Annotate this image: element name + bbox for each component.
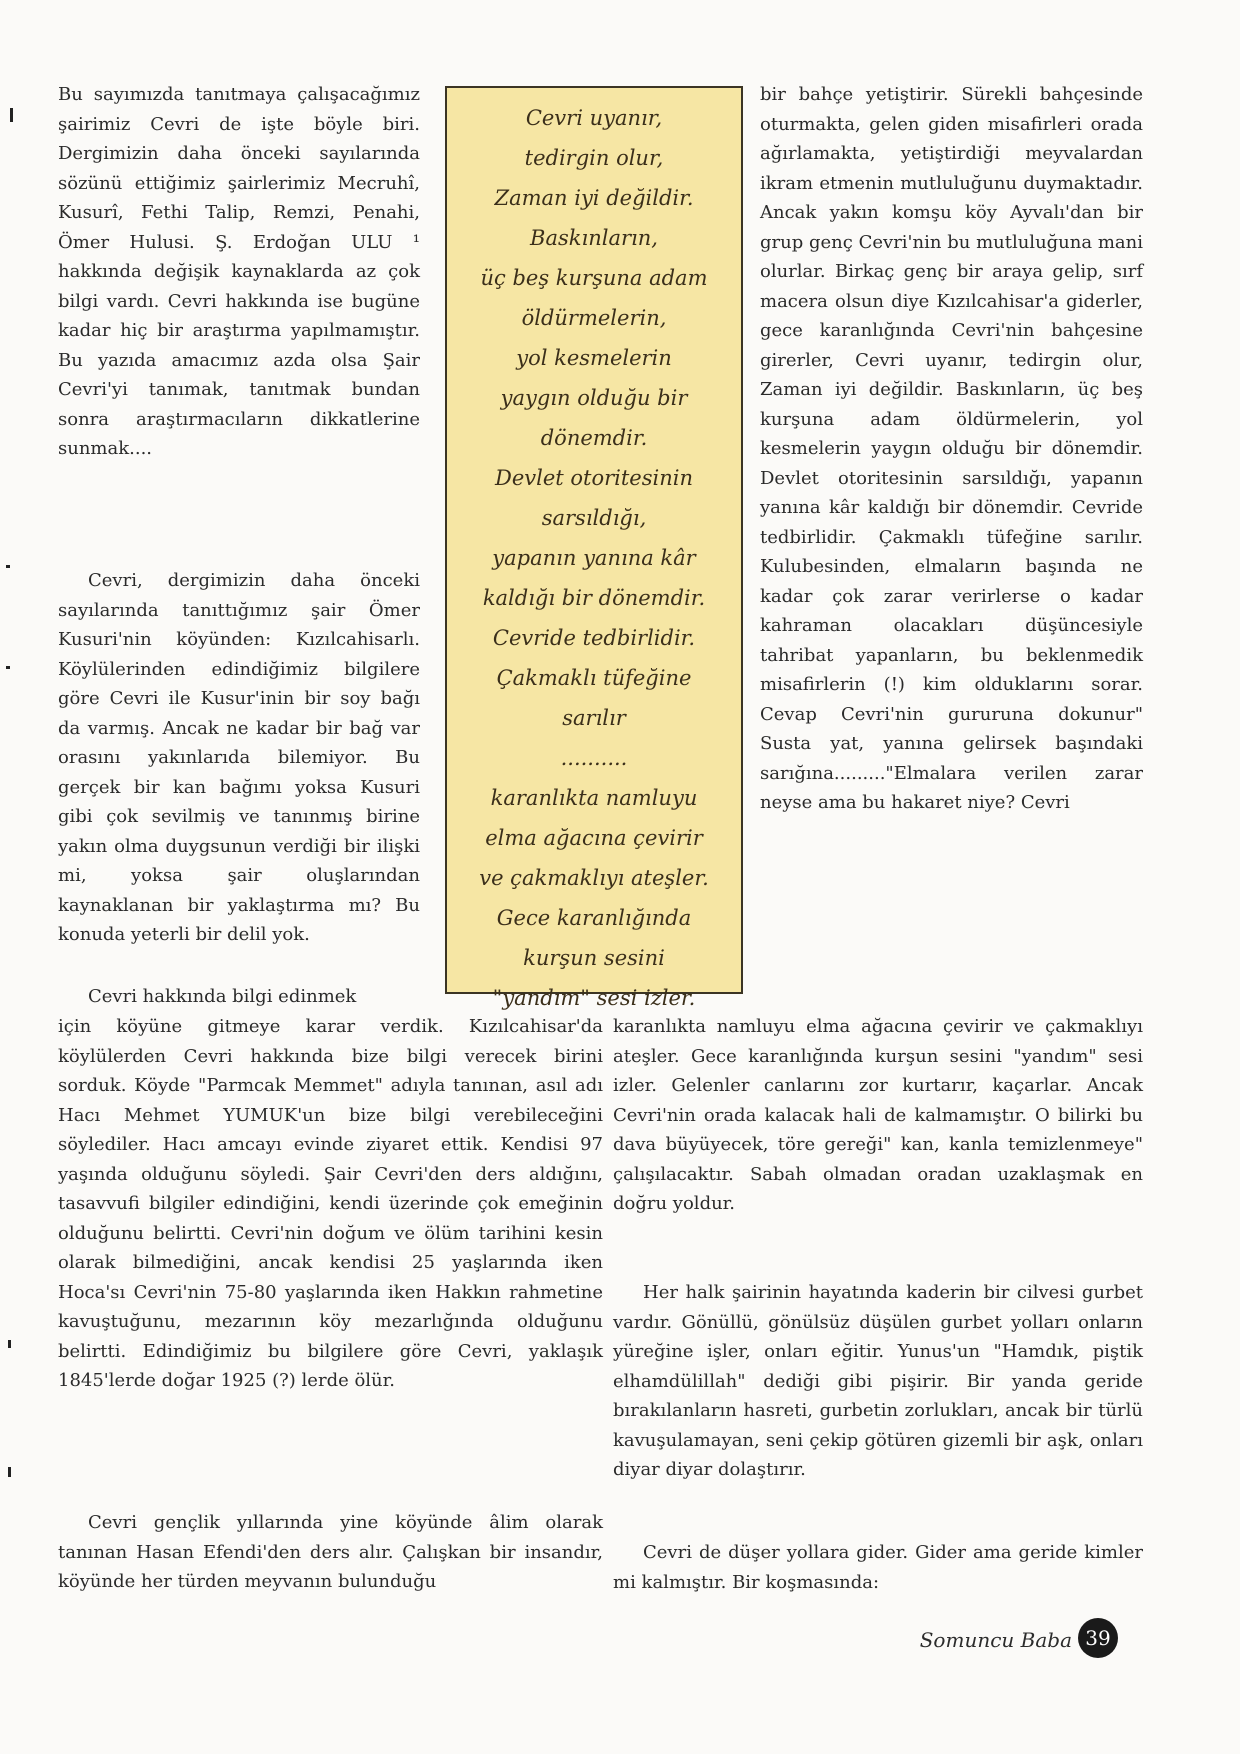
poem-line: kurşun sesini [523,946,665,970]
paragraph-research-start [58,982,420,1012]
paragraph-youth [58,1508,603,1597]
paragraph-gunshot [613,1012,1143,1219]
research-start-text: Cevri hakkında bilgi edinmek [88,986,357,1007]
poem-line: Gece karanlığında [496,906,692,930]
poem-line: üç beş kurşuna adam [480,266,708,290]
poem-line: tedirgin olur, [524,146,664,170]
poem-line: "yandım" sesi izler. [492,986,696,1010]
poem-line: Zaman iyi değildir. [494,186,694,210]
paragraph-origin [58,566,420,950]
poem-line: Devlet otoritesinin [495,466,693,490]
poem-line: Çakmaklı tüfeğine [496,666,692,690]
poem-line: yol kesmelerin [516,346,672,370]
intro-text: Bu sayımızda tanıtmaya çalışacağımız şairimiz Cevri de işte böyle biri. Dergimizin daha önceki sayılarında sözünü ettiğimiz şairlerimiz Mecruhî, Kusurî, Fethi Talip, Remzi, Penahi, Ömer Hulusi. Ş. Erdoğan ULU ¹ hakkında değişik kaynaklarda az çok bilgi vardı. Cevri hakkında ise bugüne kadar hiç bir araştırma yapılmamıştır. Bu yazıda amacımız azda olsa Şair Cevri'yi tanımak, tanıtmak bundan sonra araştırmacıların dikkatlerine sunmak.... [58,84,420,459]
paragraph-garden-story [760,80,1143,818]
poem-line: Cevride tedbirlidir. [492,626,696,650]
poem-line: öldürmelerin, [521,306,667,330]
magazine-brand: Somuncu Baba [919,1628,1072,1652]
poem-line: kaldığı bir dönemdir. [482,586,706,610]
poem-line: dönemdir. [540,426,648,450]
poem-callout-box [445,86,743,1010]
poem-line: yapanın yanına kâr [492,546,696,570]
gunshot-text: karanlıkta namluyu elma ağacına çevirir ve çakmaklıyı ateşler. Gece karanlığında kurşun sesini "yandım" sesi izler. Gelenler canlarını zor kurtarır, kaçarlar. Ancak Cevri'nin orada kalacak hali de kalmamıştır. O bilirki bu dava büyüyecek, töre gereği" kan, kanla temizlenmeye" çalışılacaktır. Sabah olmadan oradan uzaklaşmak en doğru yoldur. [613,1016,1143,1214]
village-visit-text: için köyüne gitmeye karar verdik. Kızılcahisar'da köylülerden Cevri hakkında bize bilgi verecek birini sorduk. Köyde "Parmcak Memmet" adıyla tanınan, asıl adı Hacı Mehmet YUMUK'un bize bilgi verebileceğini söylediler. Hacı amcayı evinde ziyaret ettik. Kendisi 97 yaşında olduğunu söyledi. Şair Cevri'den ders aldığını, tasavvufi bilgiler edindiğini, kendi üzerinde çok emeğinin olduğunu belirtti. Cevri'nin doğum ve ölüm tarihini kesin olarak bilmediğini, ancak kendisi 25 yaşlarında iken Hoca'sı Cevri'nin 75-80 yaşlarında iken Hakkın rahmetine kavuştuğunu, mezarının köy mezarlığında olduğunu belirtti. Edindiğimiz bu bilgilere göre Cevri, yaklaşık 1845'lerde doğar 1925 (?) lerde ölür. [58,1016,603,1391]
koşma-intro-text: Cevri de düşer yollara gider. Gider ama geride kimler mi kalmıştır. Bir koşmasında: [613,1542,1143,1593]
paragraph-intro [58,80,420,464]
poem-line: .......... [560,746,628,770]
margin-mark [6,565,10,568]
poem-line: Cevri uyanır, [525,106,663,130]
paragraph-village-visit [58,1012,603,1396]
poem-line: yaygın olduğu bir [500,386,688,410]
youth-text: Cevri gençlik yıllarında yine köyünde âlim olarak tanınan Hasan Efendi'den ders alır. Çalışkan bir insandır, köyünde her türden meyvanın bulunduğu [58,1512,603,1592]
margin-mark [8,1340,11,1348]
poem-line: sarılır [562,706,626,730]
origin-text: Cevri, dergimizin daha önceki sayılarında tanıttığımız şair Ömer Kusuri'nin köyünden: Kızılcahisarlı. Köylülerinden edindiğimiz bilgilere göre Cevri ile Kusur'inin bir soy bağı da varmış. Ancak ne kadar bir bağ var orasını yakınlarıda bilemiyor. Bu gerçek bir kan bağımı yoksa Kusuri gibi çok sevilmiş ve tanınmış birine yakın olma duygsunun verdiği bir ilişki mi, yoksa şair oluşlarından kaynaklanan bir yaklaştırma mı? Bu konuda yeterli bir delil yok. [58,570,420,945]
margin-mark [8,1467,11,1477]
paragraph-koşma-intro [613,1538,1143,1597]
poem-line: karanlıkta namluyu [490,786,698,810]
poem-line: ve çakmaklıyı ateşler. [479,866,709,890]
page-number-badge: 39 [1078,1618,1118,1658]
garden-story-text: bir bahçe yetiştirir. Sürekli bahçesinde oturmakta, gelen giden misafirleri orada ağırlamakta, yetiştirdiği meyvalardan ikram etmenin mutluluğunu duymaktadır. Ancak yakın komşu köy Ayvalı'dan bir grup genç Cevri'nin bu mutluluğuna mani olurlar. Birkaç genç bir araya gelip, sırf macera olsun diye Kızılcahisar'a giderler, gece karanlığında Cevri'nin bahçesine girerler, Cevri uyanır, tedirgin olur, Zaman iyi değildir. Baskınların, üç beş kurşuna adam öldürmelerin, yol kesmelerin yaygın olduğu bir dönemdir. Devlet otoritesinin sarsıldığı, yapanın yanına kâr kaldığı bir dönemdir. Cevride tedbirlidir. Çakmaklı tüfeğine sarılır. Kulubesinden, elmaların başında ne kadar çok zarar verirlerse o kadar kahraman olacakları düşüncesiyle tahribat yapanların, bu beklenmedik misafirlerin (!) kim olduklarını sorar. Cevap Cevri'nin gururuna dokunur" Susta yat, yanına gelirsek başındaki sarığına........."Elmalara verilen zarar neyse ama bu hakaret niye? Cevri [760,84,1143,813]
margin-mark [6,666,10,669]
exile-text: Her halk şairinin hayatında kaderin bir cilvesi gurbet vardır. Gönüllü, gönülsüz düşülen gurbet yolları onların yüreğine işler, onları eğitir. Yunus'un "Hamdık, piştik elhamdülillah" dediği gibi pişirir. Bir yanda geride bırakılanların hasreti, gurbetin zorlukları, ancak bir türlü kavuşulamayan, seni çekip götüren gizemli bir aşk, onları diyar diyar dolaştırır. [613,1282,1143,1480]
poem-line: sarsıldığı, [541,506,647,530]
margin-mark [10,108,13,122]
poem-line: elma ağacına çevirir [485,826,703,850]
poem-line: Baskınların, [530,226,658,250]
paragraph-exile [613,1278,1143,1485]
poem-lines [459,98,729,1010]
